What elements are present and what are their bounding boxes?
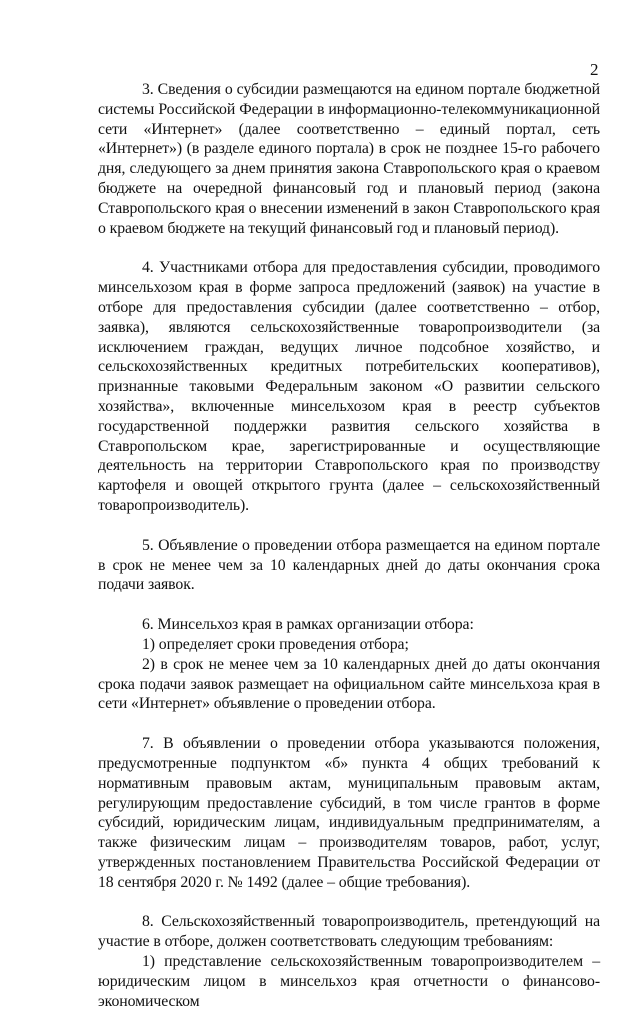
paragraph-6-item-1: 1) определяет сроки проведения отбора; (142, 635, 409, 653)
paragraph-3: 3. Сведения о субсидии размещаются на едином портале бюджетной системы Российской Федерации в информационно-телекоммуникационной сети «Интернет» (далее соответственно – единый портал, сеть «Интернет») (в разделе единого портала) в срок не позднее 15-го рабочего дня, следующего за днем принятия закона Ставропольского края о краевом бюджете на очередной финансовый год и плановый период (закона Ставропольского края о внесении изменений в закон Ставропольского края о краевом бюджете на текущий финансовый год и плановый период). (98, 81, 600, 237)
paragraph-7: 7. В объявлении о проведении отбора указываются положения, предусмотренные подпунктом «б» пункта 4 общих требований к нормативным правовым актам, муниципальным правовым актам, регулирующим предоставление субсидий, в том числе грантов в форме субсидий, юридическим лицам, индивидуальным предпринимателям, а также физическим лицам – производителям товаров, работ, услуг, утвержденных постановлением Правительства Российской Федерации от 18 сентября 2020 г. № 1492 (далее – общие требования). (98, 735, 600, 891)
document-body (98, 80, 600, 1011)
paragraph-6: 6. Минсельхоз края в рамках организации отбора: (142, 616, 474, 634)
paragraph-4: 4. Участниками отбора для предоставления субсидии, проводимого минсельхозом края в форме запроса предложений (заявок) на участие в отборе для предоставления субсидии (далее соответственно – отбор, заявка), являются сельскохозяйственные товаропроизводители (за исключением граждан, ведущих личное подсобное хозяйство, и сельскохозяйственных кредитных потребительских кооперативов), признанные таковыми Федеральным законом «О развитии сельского хозяйства», включенные минсельхозом края в реестр субъектов государственной поддержки развития сельского хозяйства в Ставропольском крае, зарегистрированные и осуществляющие деятельность на территории Ставропольского края по производству картофеля и овощей открытого грунта (далее – сельскохозяйственный товаропроизводитель). (98, 259, 600, 514)
paragraph-8: 8. Сельскохозяйственный товаропроизводитель, претендующий на участие в отборе, должен соответствовать следующим требованиям: (98, 913, 600, 951)
paragraph-6-item-2: 2) в срок не менее чем за 10 календарных дней до даты окончания срока подачи заявок размещает на официальном сайте минсельхоза края в сети «Интернет» объявление о проведении отбора. (98, 655, 600, 713)
page-number: 2 (590, 60, 599, 79)
paragraph-8-item-1: 1) представление сельскохозяйственным товаропроизводителем – юридическим лицом в минсельхоз края отчетности о финансово-экономическом (98, 953, 600, 1010)
paragraph-5: 5. Объявление о проведении отбора размещается на едином портале в срок не менее чем за 10 календарных дней до даты окончания срока подачи заявок. (98, 536, 600, 594)
